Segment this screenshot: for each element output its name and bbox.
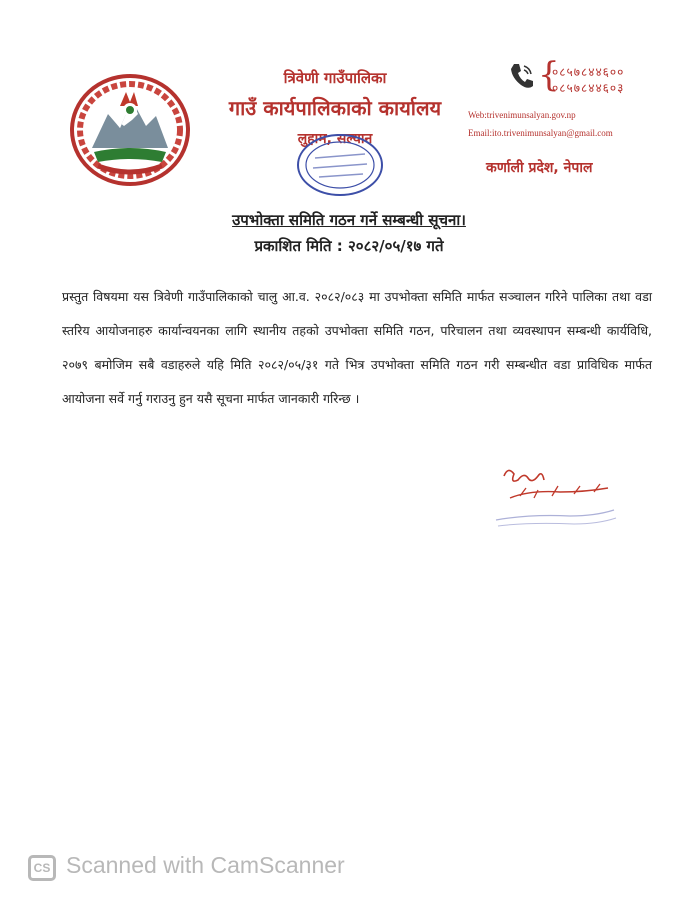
phone-number-2: ०८५७८४४६०३: [552, 81, 625, 95]
notice-title-block: [0, 210, 698, 256]
office-stamp-icon: [285, 130, 395, 200]
municipality-name: त्रिवेणी गाउँपालिका: [283, 69, 387, 87]
district-name: लुहाम, सल्यान: [297, 131, 373, 147]
phone-numbers: [552, 64, 624, 96]
phone-icon: [508, 62, 534, 90]
signature-icon: [490, 462, 620, 532]
website-text: Web:trivenimunsalyan.gov.np: [468, 110, 576, 120]
notice-body: प्रस्तुत विषयमा यस त्रिवेणी गाउँपालिकाको चालु आ.व. २०८२/०८३ मा उपभोक्ता समिति मार्फत सञ्चालन गरिने पालिका तथा वडा स्तरिय आयोजनाहरु कार्यान्वयनका लागि स्थानीय तहको उपभोक्ता समिति गठन, परिचालन तथा व्यवस्थापन सम्बन्धी कार्यविधि, २०७९ बमोजिम सबै वडाहरुले यहि मिति २०८२/०५/३१ गते भित्र उपभोक्ता समिति गठन गरी सम्बन्धीत वडा प्राविधिक मार्फत आयोजना सर्वे गर्नु गराउनु हुन यसै सूचना मार्फत जानकारी गरिन्छ ।: [62, 289, 652, 406]
published-date: प्रकाशित मिति : २०८२/०५/१७ गते: [254, 237, 444, 255]
phone-number-1: ०८५७८४४६००: [552, 65, 625, 79]
nepal-emblem-icon: [68, 70, 192, 188]
email-text: Email:ito.trivenimunsalyan@gmail.com: [468, 128, 613, 138]
phone-brace: {: [538, 55, 560, 95]
office-name: गाउँ कार्यपालिकाको कार्यालय: [228, 96, 442, 120]
camscanner-logo-icon: CS: [28, 855, 56, 881]
scanner-text: Scanned with CamScanner: [66, 852, 345, 878]
province-text: कर्णाली प्रदेश, नेपाल: [486, 160, 593, 176]
notice-title: उपभोक्ता समिति गठन गर्ने सम्बन्धी सूचना।: [232, 211, 466, 229]
